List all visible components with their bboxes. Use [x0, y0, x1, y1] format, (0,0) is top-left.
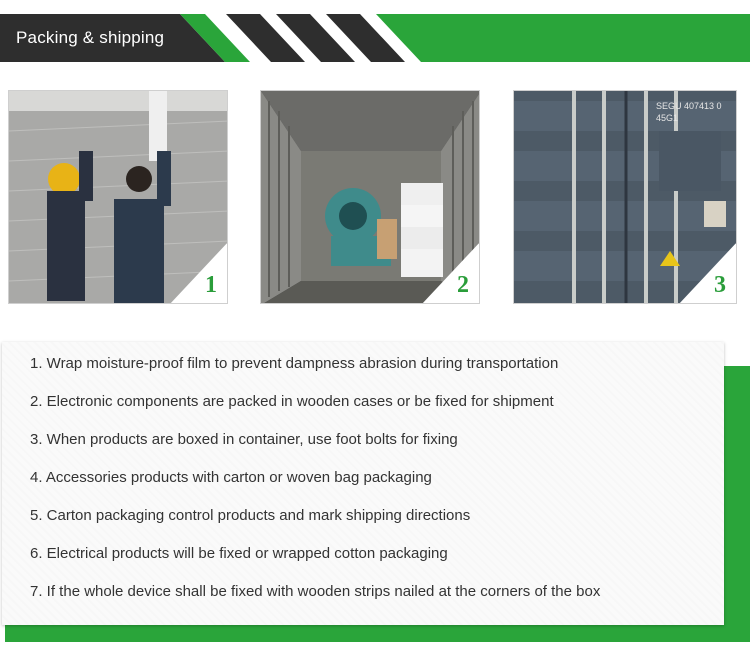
container-type: 45G1	[656, 113, 679, 123]
list-item: 2. Electronic components are packed in wooden cases or be fixed for shipment	[30, 393, 554, 410]
photo-film-wrapping	[8, 90, 228, 304]
section-title: Packing & shipping	[16, 28, 165, 47]
list-item: 3. When products are boxed in container, use foot bolts for fixing	[30, 431, 458, 448]
photo-number-2: 2	[457, 272, 469, 298]
photo-container-loading	[260, 90, 480, 304]
photo-number-1: 1	[205, 272, 217, 298]
photo-container-door	[513, 90, 737, 304]
list-item: 4. Accessories products with carton or woven bag packaging	[30, 469, 432, 486]
packing-notes-card	[2, 342, 724, 625]
list-item: 6. Electrical products will be fixed or wrapped cotton packaging	[30, 545, 448, 562]
list-item: 5. Carton packaging control products and mark shipping directions	[30, 507, 471, 524]
section-header-banner	[0, 14, 750, 62]
container-code: SEGU 407413 0	[656, 101, 722, 111]
list-item: 1. Wrap moisture-proof film to prevent dampness abrasion during transportation	[30, 355, 559, 372]
photo-number-3: 3	[714, 272, 726, 298]
list-item: 7. If the whole device shall be fixed with wooden strips nailed at the corners of the box	[30, 583, 601, 600]
